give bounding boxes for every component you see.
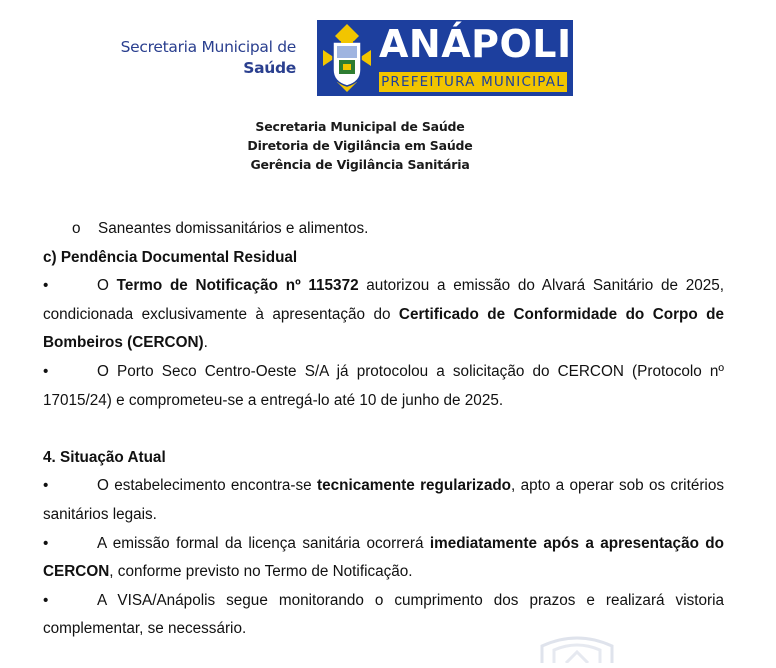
secretaria-line2: Saúde [243, 59, 296, 77]
document-body [43, 215, 724, 644]
bold-run: imediatamente após a apresentação do CERCON [43, 534, 724, 581]
circle-bullet: o [72, 220, 81, 237]
prefeitura-label: PREFEITURA MUNICIPAL [379, 72, 567, 92]
bullet-marker: • [43, 362, 49, 380]
dept-line: Diretoria de Vigilância em Saúde [247, 138, 473, 153]
bullet-marker: • [43, 477, 49, 495]
text-run: . [203, 334, 208, 352]
text-run: , conforme previsto no Termo de Notificação. [109, 563, 413, 581]
text-run: O estabelecimento encontra-se [97, 477, 317, 495]
letterhead [0, 0, 776, 190]
bullet-marker: • [43, 277, 49, 295]
bullet-paragraph [43, 530, 724, 587]
text-run: A VISA/Anápolis segue monitorando o cumprimento dos prazos e realizará vistoria complementar, se necessário. [43, 591, 724, 638]
text-run: O [97, 277, 117, 295]
city-crest-icon [317, 20, 377, 96]
text-run: O Porto Seco Centro-Oeste S/A já protocolou a solicitação do CERCON (Protocolo nº 17015/24) e comprometeu-se a entregá-lo até 10 de junho de 2025. [43, 362, 724, 409]
sub-list-item [43, 215, 724, 244]
bullet-marker: • [43, 534, 49, 552]
city-name: ANÁPOLIS [379, 22, 600, 66]
dept-line: Gerência de Vigilância Sanitária [250, 157, 470, 172]
bold-run: Certificado de Conformidade do Corpo de Bombeiros (CERCON) [43, 305, 724, 352]
secretaria-logo-text [121, 37, 296, 79]
bullet-paragraph [43, 472, 724, 529]
section-4-heading: 4. Situação Atual [43, 448, 166, 466]
anapolis-logo [317, 20, 600, 96]
secretaria-line1: Secretaria Municipal de [120, 38, 296, 56]
text-run: autorizou a emissão do Alvará Sanitário de 2025, condicionada exclusivamente à apresentação do [43, 277, 724, 323]
bold-run: Termo de Notificação nº 115372 [116, 277, 359, 295]
text-run: A emissão formal da licença sanitária ocorrerá [97, 534, 430, 552]
spacer [43, 415, 724, 444]
text-run: , apto a operar sob os critérios sanitários legais. [43, 477, 724, 523]
bullet-paragraph [43, 358, 724, 415]
sub-item-text: Saneantes domissanitários e alimentos. [98, 220, 369, 237]
dept-line: Secretaria Municipal de Saúde [255, 119, 465, 134]
bullet-paragraph [43, 272, 724, 358]
bullet-marker: • [43, 591, 49, 609]
department-heading [240, 117, 480, 174]
bold-run: tecnicamente regularizado [317, 477, 512, 495]
section-c-heading: c) Pendência Documental Residual [43, 248, 298, 266]
